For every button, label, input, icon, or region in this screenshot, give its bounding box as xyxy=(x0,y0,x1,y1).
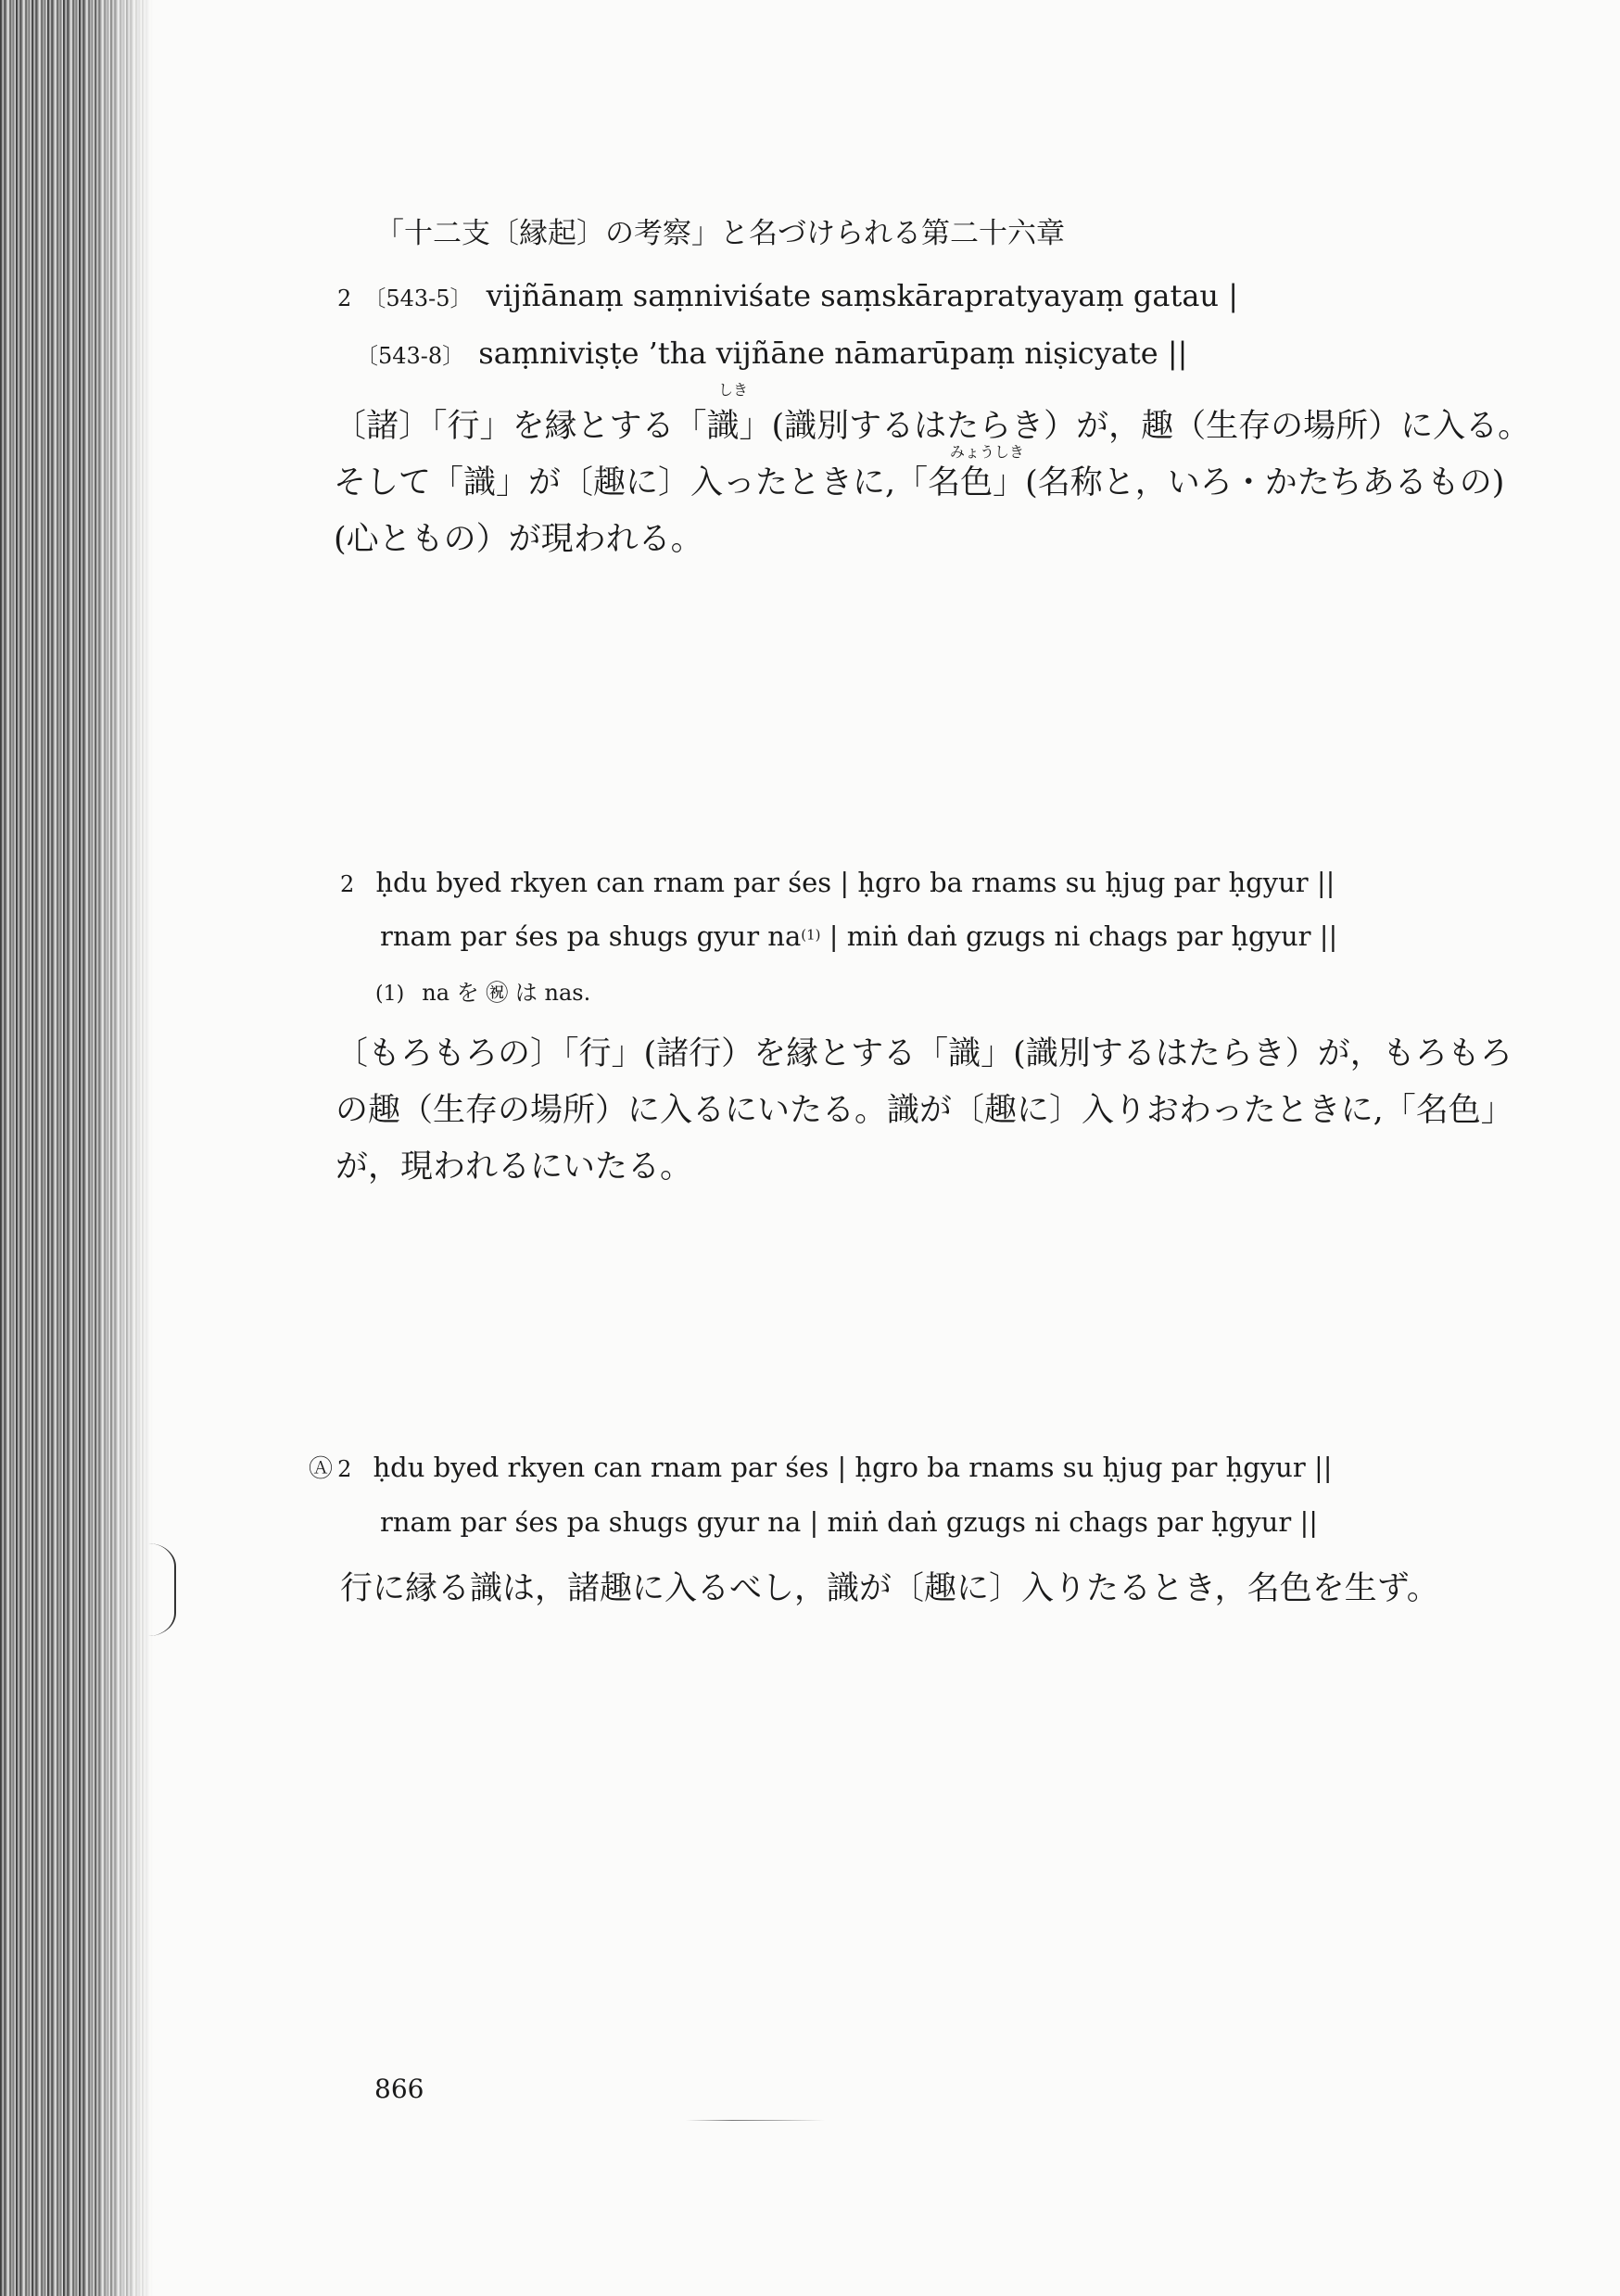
footnote-number: (1) xyxy=(375,983,405,1006)
sanskrit-verse-line: saṃniviṣṭe ’tha vijñāne nāmarūpaṃ niṣicyate || xyxy=(478,336,1188,371)
section3-line1 xyxy=(309,1450,1332,1484)
translation-line: 〔諸〕「行」を縁とする「識」(識別するはたらき）が，趣（生存の場所）に入る。 xyxy=(334,408,1531,445)
chapter-title: 「十二支〔縁起〕の考察」と名づけられる第二十六章 xyxy=(375,217,1065,250)
ruby-shiki: しき xyxy=(718,381,749,399)
translation-line: の趣（生存の場所）に入るにいたる。識が〔趣に〕入りおわったときに,「名色」 xyxy=(335,1092,1513,1129)
tibetan-verse-line: rnam par śes pa shugs gyur na | miṅ daṅ gzugs ni chags par ḥgyur || xyxy=(380,1506,1318,1538)
ruby-myoshiki: みょうしき xyxy=(950,443,1025,461)
section1-line2 xyxy=(356,336,1187,371)
section3-line2 xyxy=(380,1506,1318,1538)
edition-marker: Ⓐ xyxy=(309,1455,334,1483)
tibetan-verse-line: | miṅ daṅ gzugs ni chags par ḥgyur || xyxy=(820,920,1338,952)
footnote-marker: (1) xyxy=(801,926,821,944)
section1-translation xyxy=(334,399,1530,568)
section2-footnote xyxy=(375,974,590,1007)
section1-line1 xyxy=(337,278,1238,313)
sanskrit-verse-line: vijñānaṃ saṃniviśate saṃskārapratyayaṃ gatau | xyxy=(486,278,1238,313)
section2-line1 xyxy=(340,867,1335,898)
section2-line2 xyxy=(380,920,1337,952)
tibetan-verse-line: ḥdu byed rkyen can rnam par śes | ḥgro ba rnams su ḥjug par ḥgyur || xyxy=(375,867,1335,898)
section2-translation xyxy=(335,1026,1513,1196)
translation-line: 行に縁る識は，諸趣に入るべし，識が〔趣に〕入りたるとき，名色を生ず。 xyxy=(340,1570,1439,1607)
verse-number: 2 xyxy=(337,285,352,311)
scan-artifact-line xyxy=(686,2120,825,2121)
verse-reference: 〔543-8〕 xyxy=(356,343,465,369)
translation-line: (心ともの）が現われる。 xyxy=(334,521,703,558)
translation-line: そして「識」が〔趣に〕入ったときに,「名色」(名称と，いろ・かたちあるもの) xyxy=(334,464,1505,501)
verse-number: 2 xyxy=(337,1456,352,1482)
verse-number: 2 xyxy=(340,871,355,897)
book-binding-shadow xyxy=(0,0,153,2296)
footnote-text: na を ㊗ は nas. xyxy=(422,980,591,1006)
tibetan-verse-line: rnam par śes pa shugs gyur na xyxy=(380,920,802,952)
page-number: 866 xyxy=(374,2074,424,2104)
verse-reference: 〔543-5〕 xyxy=(363,285,473,311)
translation-line: が，現われるにいたる。 xyxy=(335,1148,693,1186)
tibetan-verse-line: ḥdu byed rkyen can rnam par śes | ḥgro ba rnams su ḥjug par ḥgyur || xyxy=(373,1452,1333,1483)
margin-bracket-mark xyxy=(148,1543,176,1636)
section3-translation xyxy=(340,1561,1439,1617)
translation-line: 〔もろもろの〕「行」(諸行）を縁とする「識」(識別するはたらき）が，もろもろ xyxy=(335,1035,1512,1072)
